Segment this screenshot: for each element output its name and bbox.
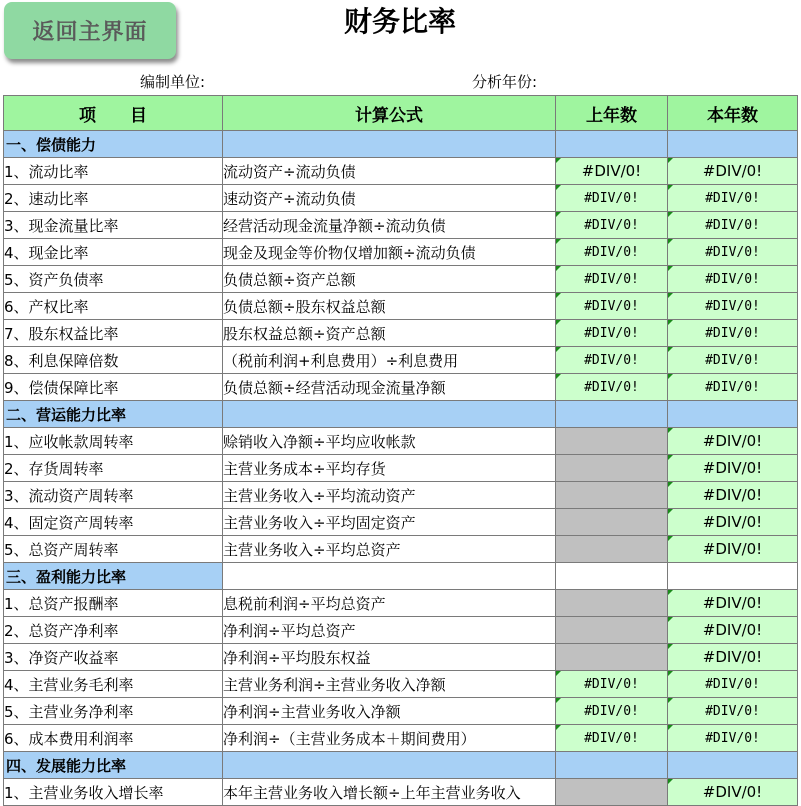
- section-title[interactable]: 三、盈利能力比率: [4, 563, 223, 590]
- section-header-row: [4, 401, 798, 428]
- formula-cell[interactable]: 负债总额÷资产总额: [223, 266, 556, 293]
- section-title[interactable]: 四、发展能力比率: [4, 752, 223, 779]
- formula-cell[interactable]: 主营业务利润÷主营业务收入净额: [223, 671, 556, 698]
- curr-year-cell[interactable]: #DIV/0!: [668, 320, 798, 347]
- prev-year-cell[interactable]: #DIV/0!: [556, 698, 668, 725]
- curr-year-cell[interactable]: #DIV/0!: [668, 725, 798, 752]
- formula-cell[interactable]: 流动资产÷流动负债: [223, 158, 556, 185]
- item-cell[interactable]: 3、净资产收益率: [4, 644, 223, 671]
- section-blank-cell[interactable]: [223, 563, 556, 590]
- curr-year-cell[interactable]: #DIV/0!: [668, 536, 798, 563]
- col-header-formula[interactable]: 计算公式: [223, 96, 556, 131]
- item-cell[interactable]: 3、流动资产周转率: [4, 482, 223, 509]
- item-cell[interactable]: 9、偿债保障比率: [4, 374, 223, 401]
- item-cell[interactable]: 2、速动比率: [4, 185, 223, 212]
- prev-year-cell[interactable]: #DIV/0!: [556, 212, 668, 239]
- table-row: [4, 590, 798, 617]
- table-row: [4, 428, 798, 455]
- curr-year-cell[interactable]: #DIV/0!: [668, 671, 798, 698]
- curr-year-cell[interactable]: #DIV/0!: [668, 293, 798, 320]
- curr-year-cell[interactable]: #DIV/0!: [668, 347, 798, 374]
- prev-year-cell[interactable]: #DIV/0!: [556, 320, 668, 347]
- table-row: [4, 482, 798, 509]
- table-row: [4, 455, 798, 482]
- curr-year-cell[interactable]: #DIV/0!: [668, 374, 798, 401]
- prev-year-cell[interactable]: [556, 455, 668, 482]
- item-cell[interactable]: 1、主营业务收入增长率: [4, 779, 223, 806]
- section-blank-cell[interactable]: [668, 131, 798, 158]
- curr-year-cell[interactable]: #DIV/0!: [668, 698, 798, 725]
- curr-year-cell[interactable]: #DIV/0!: [668, 185, 798, 212]
- item-cell[interactable]: 2、存货周转率: [4, 455, 223, 482]
- unit-label: 编制单位:: [140, 73, 206, 91]
- formula-cell[interactable]: 净利润÷主营业务收入净额: [223, 698, 556, 725]
- table-row: [4, 266, 798, 293]
- section-header-row: [4, 563, 798, 590]
- prev-year-cell[interactable]: #DIV/0!: [556, 239, 668, 266]
- item-cell[interactable]: 4、固定资产周转率: [4, 509, 223, 536]
- header-row: [4, 96, 798, 131]
- table-row: [4, 320, 798, 347]
- section-blank-cell[interactable]: [223, 401, 556, 428]
- section-header-row: [4, 131, 798, 158]
- section-blank-cell[interactable]: [556, 131, 668, 158]
- section-blank-cell[interactable]: [668, 752, 798, 779]
- table-row: [4, 725, 798, 752]
- table-row: [4, 239, 798, 266]
- formula-cell[interactable]: 股东权益总额÷资产总额: [223, 320, 556, 347]
- section-title[interactable]: 一、偿债能力: [4, 131, 223, 158]
- item-cell[interactable]: 4、现金比率: [4, 239, 223, 266]
- section-title[interactable]: 二、营运能力比率: [4, 401, 223, 428]
- prev-year-cell[interactable]: #DIV/0!: [556, 185, 668, 212]
- curr-year-cell[interactable]: #DIV/0!: [668, 428, 798, 455]
- prev-year-cell[interactable]: #DIV/0!: [556, 374, 668, 401]
- prev-year-cell[interactable]: [556, 590, 668, 617]
- formula-cell[interactable]: 主营业务成本÷平均存货: [223, 455, 556, 482]
- col-header-curr-year[interactable]: 本年数: [668, 96, 798, 131]
- item-cell[interactable]: 6、产权比率: [4, 293, 223, 320]
- section-blank-cell[interactable]: [556, 401, 668, 428]
- back-to-main-button[interactable]: 返回主界面: [4, 2, 176, 59]
- section-blank-cell[interactable]: [556, 752, 668, 779]
- table-row: [4, 374, 798, 401]
- curr-year-cell[interactable]: #DIV/0!: [668, 455, 798, 482]
- table-row: [4, 293, 798, 320]
- curr-year-cell[interactable]: #DIV/0!: [668, 158, 798, 185]
- formula-cell[interactable]: 主营业务收入÷平均固定资产: [223, 509, 556, 536]
- table-row: [4, 644, 798, 671]
- item-cell[interactable]: 1、流动比率: [4, 158, 223, 185]
- curr-year-cell[interactable]: #DIV/0!: [668, 239, 798, 266]
- prev-year-cell[interactable]: #DIV/0!: [556, 347, 668, 374]
- curr-year-cell[interactable]: #DIV/0!: [668, 590, 798, 617]
- item-cell[interactable]: 5、资产负债率: [4, 266, 223, 293]
- curr-year-cell[interactable]: #DIV/0!: [668, 212, 798, 239]
- section-blank-cell[interactable]: [223, 131, 556, 158]
- table-row: [4, 509, 798, 536]
- formula-cell[interactable]: 速动资产÷流动负债: [223, 185, 556, 212]
- table-row: [4, 212, 798, 239]
- formula-cell[interactable]: 息税前利润÷平均总资产: [223, 590, 556, 617]
- item-cell[interactable]: 1、总资产报酬率: [4, 590, 223, 617]
- table-row: [4, 671, 798, 698]
- item-cell[interactable]: 5、主营业务净利率: [4, 698, 223, 725]
- formula-cell[interactable]: 净利润÷平均股东权益: [223, 644, 556, 671]
- prev-year-cell[interactable]: [556, 779, 668, 806]
- page-title: 财务比率: [343, 5, 456, 38]
- formula-cell[interactable]: 负债总额÷经营活动现金流量净额: [223, 374, 556, 401]
- prev-year-cell[interactable]: #DIV/0!: [556, 266, 668, 293]
- prev-year-cell[interactable]: [556, 509, 668, 536]
- item-cell[interactable]: 7、股东权益比率: [4, 320, 223, 347]
- year-label: 分析年份:: [472, 73, 538, 91]
- table-row: [4, 617, 798, 644]
- item-cell[interactable]: 8、利息保障倍数: [4, 347, 223, 374]
- prev-year-cell[interactable]: #DIV/0!: [556, 158, 668, 185]
- formula-cell[interactable]: （税前利润+利息费用）÷利息费用: [223, 347, 556, 374]
- curr-year-cell[interactable]: #DIV/0!: [668, 644, 798, 671]
- curr-year-cell[interactable]: #DIV/0!: [668, 266, 798, 293]
- item-cell[interactable]: 2、总资产净利率: [4, 617, 223, 644]
- curr-year-cell[interactable]: #DIV/0!: [668, 482, 798, 509]
- ratio-table: [3, 95, 798, 806]
- item-cell[interactable]: 1、应收帐款周转率: [4, 428, 223, 455]
- section-blank-cell[interactable]: [668, 563, 798, 590]
- prev-year-cell[interactable]: #DIV/0!: [556, 725, 668, 752]
- section-blank-cell[interactable]: [556, 563, 668, 590]
- curr-year-cell[interactable]: #DIV/0!: [668, 509, 798, 536]
- prev-year-cell[interactable]: #DIV/0!: [556, 671, 668, 698]
- formula-cell[interactable]: 净利润÷（主营业务成本＋期间费用）: [223, 725, 556, 752]
- prev-year-cell[interactable]: #DIV/0!: [556, 293, 668, 320]
- prev-year-cell[interactable]: [556, 644, 668, 671]
- formula-cell[interactable]: 赊销收入净额÷平均应收帐款: [223, 428, 556, 455]
- formula-cell[interactable]: 主营业务收入÷平均总资产: [223, 536, 556, 563]
- curr-year-cell[interactable]: #DIV/0!: [668, 779, 798, 806]
- item-cell[interactable]: 5、总资产周转率: [4, 536, 223, 563]
- curr-year-cell[interactable]: #DIV/0!: [668, 617, 798, 644]
- prev-year-cell[interactable]: [556, 536, 668, 563]
- formula-cell[interactable]: 经营活动现金流量净额÷流动负债: [223, 212, 556, 239]
- item-cell[interactable]: 6、成本费用利润率: [4, 725, 223, 752]
- section-blank-cell[interactable]: [223, 752, 556, 779]
- item-cell[interactable]: 4、主营业务毛利率: [4, 671, 223, 698]
- table-row: [4, 779, 798, 806]
- formula-cell[interactable]: 净利润÷平均总资产: [223, 617, 556, 644]
- col-header-item[interactable]: 项 目: [4, 96, 223, 131]
- prev-year-cell[interactable]: [556, 428, 668, 455]
- table-row: [4, 536, 798, 563]
- table-row: [4, 347, 798, 374]
- prev-year-cell[interactable]: [556, 617, 668, 644]
- col-header-prev-year[interactable]: 上年数: [556, 96, 668, 131]
- table-row: [4, 158, 798, 185]
- formula-cell[interactable]: 现金及现金等价物仅增加额÷流动负债: [223, 239, 556, 266]
- prev-year-cell[interactable]: [556, 482, 668, 509]
- formula-cell[interactable]: 主营业务收入÷平均流动资产: [223, 482, 556, 509]
- item-cell[interactable]: 3、现金流量比率: [4, 212, 223, 239]
- section-header-row: [4, 752, 798, 779]
- section-blank-cell[interactable]: [668, 401, 798, 428]
- table-row: [4, 185, 798, 212]
- table-row: [4, 698, 798, 725]
- formula-cell[interactable]: 负债总额÷股东权益总额: [223, 293, 556, 320]
- formula-cell[interactable]: 本年主营业务收入增长额÷上年主营业务收入: [223, 779, 556, 806]
